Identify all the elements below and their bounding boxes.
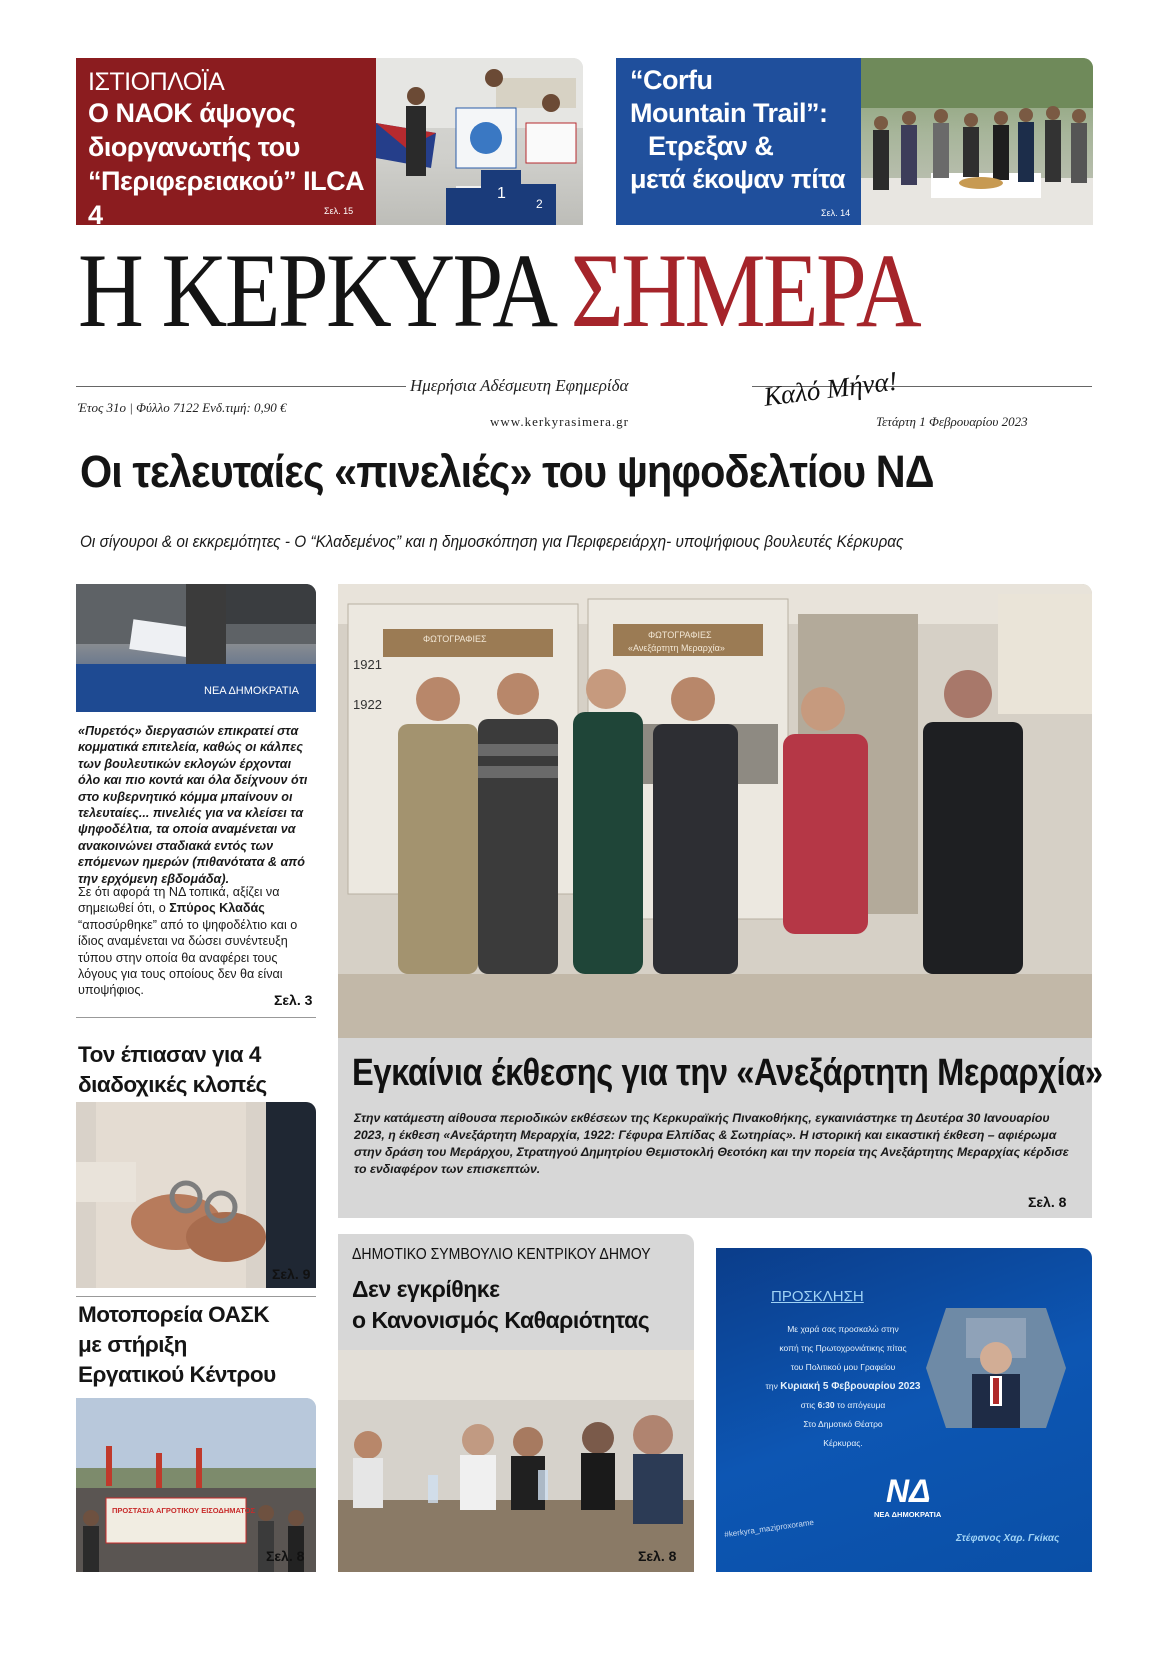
lead-subhead: Οι σίγουροι & οι εκκρεμότητες - Ο “Κλαδεμένος” και η δημοσκόπηση για Περιφερειάρχη- υποψήφιους βουλευτές Κέρκυρας — [80, 533, 904, 551]
left-divider-1 — [76, 1017, 316, 1018]
exhibition-illustration — [338, 584, 1092, 1038]
motorcade-headline[interactable] — [78, 1300, 276, 1390]
ad-text — [758, 1320, 928, 1453]
teaser-right-line1: “Corfu — [630, 65, 713, 95]
masthead-tagline: Ημερήσια Αδέσμευτη Εφημερίδα — [410, 376, 629, 395]
teaser-right-page: Σελ. 14 — [821, 208, 851, 218]
theft-line1: Τον έπιασαν για 4 — [78, 1042, 261, 1067]
left-article-lead-text: διεργασιών επικρατεί στα κομματικά επιτελεία, καθώς οι κάλπες των βουλευτικών εκλογών έρχονται όλο και πιο κοντά και όλα δείχνουν ότι στο κυβερνητικό κόμμα μπαίνουν οι τελευταίες... πινελιές για να κλείσει τα ψηφοδέλτια, τα οποία αναμένεται να ανακοινώνει σταδιακά εντός των επόμενων ημερών (πιθανότατα & από την ερχόμενη εβδομάδα). — [78, 724, 308, 886]
council-line1: Δεν εγκρίθηκε — [352, 1276, 500, 1302]
ad-portrait — [926, 1288, 1066, 1448]
council-page[interactable]: Σελ. 8 — [638, 1548, 677, 1564]
panel1-year1: 1921 — [353, 657, 382, 672]
handcuffs-photo — [76, 1102, 316, 1288]
panel2-sublabel: «Ανεξάρτητη Μεραρχία» — [628, 643, 725, 653]
masthead-title-black: Η ΚΕΡΚΥΡΑ — [78, 232, 551, 349]
svg-text:1: 1 — [497, 185, 506, 202]
teaser-right-headline — [630, 64, 845, 196]
invitation-ad[interactable] — [716, 1248, 1092, 1572]
panel2-label: ΦΩΤΟΓΡΑΦΙΕΣ — [648, 630, 712, 640]
ad-logo-sub: ΝΕΑ ΔΗΜΟΚΡΑΤΙΑ — [874, 1510, 942, 1519]
lead-headline[interactable]: Οι τελευταίες «πινελιές» του ψηφοδελτίου ΝΔ — [80, 446, 934, 497]
main-story-box[interactable] — [338, 1038, 1103, 1218]
ad-signature: Στέφανος Χαρ. Γκίκας — [956, 1533, 1060, 1544]
council-kicker: ΔΗΜΟΤΙΚΟ ΣΥΜΒΟΥΛΙΟ ΚΕΝΤΡΙΚΟΥ ΔΗΜΟΥ — [352, 1246, 651, 1263]
teaser-left-line1: Ο ΝΑΟΚ άψογος — [88, 98, 296, 128]
council-photo — [338, 1350, 694, 1572]
theft-line2: διαδοχικές κλοπές — [78, 1072, 267, 1097]
masthead-title[interactable] — [78, 232, 920, 349]
trail-group-illustration — [861, 58, 1093, 225]
main-story-page[interactable]: Σελ. 8 — [1028, 1194, 1067, 1210]
exhibition-photo — [338, 584, 1092, 1038]
ad-text-2: κοπή της Πρωτοχρονιάτικης πίτας — [779, 1343, 907, 1353]
motorcade-line2: με στήριξη — [78, 1332, 187, 1357]
left-article-lead — [78, 723, 314, 887]
ad-logo: ΝΔ — [886, 1473, 931, 1509]
left-article-body — [78, 884, 314, 999]
teaser-left-line2: διοργανωτής του — [88, 132, 300, 162]
teaser-left-box[interactable] — [76, 58, 376, 230]
masthead-title-red: ΣΗΜΕΡΑ — [570, 232, 920, 349]
ballot-photo-logo: ΝΕΑ ΔΗΜΟΚΡΑΤΙΑ — [204, 685, 299, 697]
trail-group-photo — [861, 58, 1093, 225]
teaser-left-page: Σελ. 15 — [324, 206, 354, 216]
main-story-body: Στην κατάμεστη αίθουσα περιοδικών εκθέσεων της Κερκυραϊκής Πινακοθήκης, εγκαινιάστηκε τη Δευτέρα 30 Ιανουαρίου 2023, η έκθεση «Ανεξάρτητη Μεραρχία, 1922: Γέφυρα Ελπίδας & Σωτηρίας». Η ιστορική και εικαστική έκθεση – αφιέρωμα στην δράση του Μεράρχου, Στρατηγού Δημητρίου Θεμιστοκλή Θεοτόκη και την πορεία της Ανεξάρτητης Μεραρχίας κέρδισε το ενδιαφέρον των επισκεπτών. — [354, 1111, 1069, 1176]
ad-text-6: Στο Δημοτικό Θέατρο — [803, 1419, 883, 1429]
left-divider-2 — [76, 1296, 316, 1297]
sailing-podium-photo — [376, 58, 583, 225]
left-article-body-name: Σπύρος Κλαδάς — [169, 901, 265, 916]
handcuffs-illustration — [76, 1102, 316, 1288]
left-article-page[interactable]: Σελ. 3 — [274, 992, 313, 1008]
greeting: Καλό Μήνα! — [762, 365, 900, 412]
ad-hashtag: #kerkyra_maziproxorame — [723, 1517, 815, 1540]
svg-text:2: 2 — [536, 197, 543, 211]
ballot-illustration — [76, 584, 316, 712]
motorcade-banner-text: ΠΡΟΣΤΑΣΙΑ ΑΓΡΟΤΙΚΟΥ ΕΙΣΟΔΗΜΑΤΟΣ — [112, 1506, 256, 1515]
main-story-headline: Εγκαίνια έκθεσης για την «Ανεξάρτητη Μεραρχία» — [352, 1052, 1103, 1094]
motorcade-illustration — [76, 1398, 316, 1572]
panel1-year2: 1922 — [353, 697, 382, 712]
council-headline — [352, 1274, 649, 1336]
left-article-lead-emph: «Πυρετός» — [78, 724, 142, 738]
masthead-rule-left — [76, 386, 406, 387]
ad-text-7: Κέρκυρας. — [823, 1438, 863, 1448]
left-article-body-c: “αποσύρθηκε” από το ψηφοδέλτιο και ο ίδιος αναμένεται να δώσει συνέντευξη τύπου στην οποία θα αναφέρει τους λόγους για τους οποίους δεν θα είναι υποψήφιος. — [78, 917, 298, 998]
sailing-podium-illustration — [376, 58, 583, 225]
teaser-right-line2: Mountain Trail”: — [630, 98, 828, 128]
ad-title: ΠΡΟΣΚΛΗΣΗ — [771, 1288, 864, 1305]
theft-page[interactable]: Σελ. 9 — [272, 1266, 311, 1282]
council-box[interactable] — [338, 1234, 694, 1350]
theft-headline[interactable] — [78, 1040, 267, 1100]
teaser-right-box[interactable] — [616, 58, 861, 225]
teaser-right-line3: Ετρεξαν & — [648, 131, 774, 161]
ad-text-4: την Κυριακή 5 Φεβρουαρίου 2023 — [765, 1381, 921, 1392]
panel1-label: ΦΩΤΟΓΡΑΦΙΕΣ — [423, 634, 487, 644]
council-illustration — [338, 1350, 694, 1572]
ad-text-3: του Πολιτικού μου Γραφείου — [790, 1362, 896, 1372]
teaser-right-line4: μετά έκοψαν πίτα — [630, 164, 846, 194]
council-line2: ο Κανονισμός Καθαριότητας — [352, 1307, 650, 1333]
ad-portrait-illustration — [926, 1288, 1066, 1448]
teaser-left-line3: “Περιφερειακού” ILCA 4 — [88, 166, 364, 230]
motorcade-photo — [76, 1398, 316, 1572]
ballot-photo — [76, 584, 316, 712]
motorcade-line3: Εργατικού Κέντρου — [78, 1362, 276, 1387]
motorcade-page[interactable]: Σελ. 8 — [266, 1548, 305, 1564]
teaser-left-kicker: ΙΣΤΙΟΠΛΟΪΑ — [88, 68, 225, 96]
left-article-body-a: Σε ότι αφορά τη ΝΔ τοπικά, αξίζει να σημειωθεί ότι, ο — [78, 885, 280, 916]
ad-text-5: στις 6:30 το απόγευμα — [800, 1400, 886, 1410]
issue-info: Έτος 31ο | Φύλλο 7122 Ενδ.τιμή: 0,90 € — [78, 400, 287, 415]
issue-date: Τετάρτη 1 Φεβρουαρίου 2023 — [876, 414, 1028, 429]
ad-text-1: Με χαρά σας προσκαλώ στην — [787, 1324, 899, 1334]
motorcade-line1: Μοτοπορεία ΟΑΣΚ — [78, 1302, 270, 1327]
website-link[interactable]: www.kerkyrasimera.gr — [490, 414, 629, 429]
